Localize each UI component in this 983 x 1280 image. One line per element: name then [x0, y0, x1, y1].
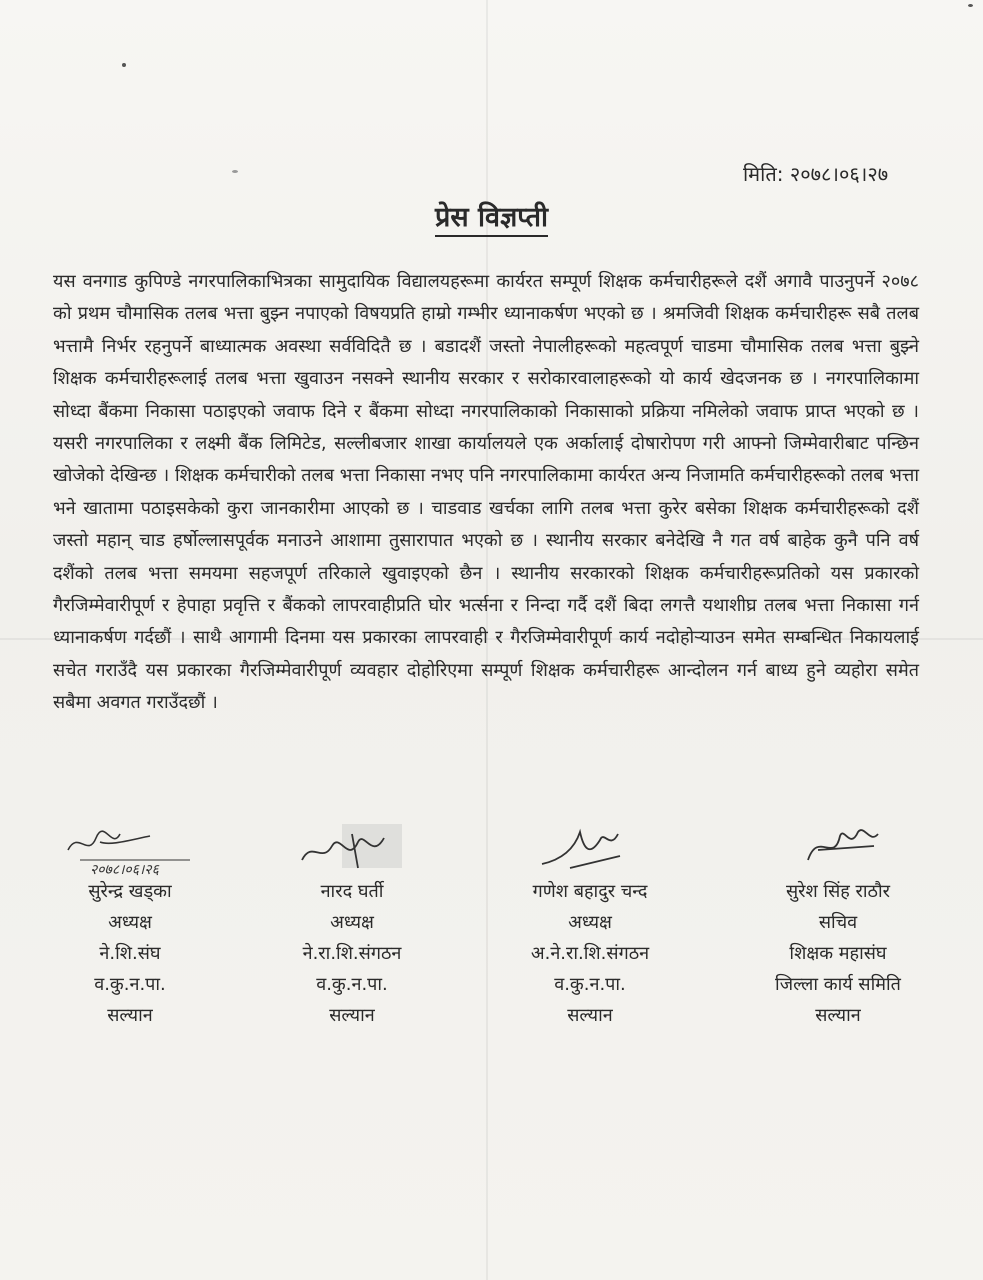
- handwritten-signature-1: [60, 820, 200, 876]
- document-title: [0, 197, 983, 234]
- document-date: मिति: २०७८।०६।२७: [743, 162, 889, 186]
- signatory-role: अध्यक्ष: [330, 912, 374, 933]
- press-release-body: यस वनगाड कुपिण्डे नगरपालिकाभित्रका सामुदायिक विद्यालयहरूमा कार्यरत सम्पूर्ण शिक्षक कर्मचारीहरूले दशैं अगावै पाउनुपर्ने २०७८ को प्रथम चौमासिक तलब भत्ता बुझ्न नपाएको विषयप्रति हाम्रो गम्भीर ध्यानाकर्षण भएको छ । श्रमजिवी शिक्षक कर्मचारीहरू सबै तलब भत्तामै निर्भर रहनुपर्ने बाध्यात्मक अवस्था सर्वविदितै छ । बडादशैं जस्तो नेपालीहरूको महत्वपूर्ण चाडमा चौमासिक तलब भत्ता बुझ्ने शिक्षक कर्मचारीहरूलाई तलब भत्ता खुवाउन नसक्ने स्थानीय सरकार र सरोकारवालाहरूको यो कार्य खेदजनक छ । नगरपालिकामा सोध्दा बैंकमा निकासा पठाइएको जवाफ दिने र बैंकमा सोध्दा नगरपालिकाको निकासाको प्रक्रिया नमिलेको जवाफ प्राप्त भएको छ । यसरी नगरपालिका र लक्ष्मी बैंक लिमिटेड, सल्लीबजार शाखा कार्यालयले एक अर्कालाई दोषारोपण गरी आफ्नो जिम्मेवारीबाट पन्छिन खोजेको देखिन्छ । शिक्षक कर्मचारीको तलब भत्ता निकासा नभए पनि नगरपालिकामा कार्यरत अन्य निजामति कर्मचारीहरूको तलब भत्ता भने खातामा पठाइसकेको कुरा जानकारीमा आएको छ । चाडवाड खर्चका लागि तलब भत्ता कुरेर बसेका शिक्षक कर्मचारीहरूको दशैं जस्तो महान् चाड हर्षोल्लासपूर्वक मनाउने आशामा तुसारापात भएको छ । स्थानीय सरकार बनेदेखि नै गत वर्ष बाहेक कुनै पनि वर्ष दशैंको तलब भत्ता समयमा सहजपूर्ण तरिकाले खुवाइएको छैन । स्थानीय सरकारको शिक्षक कर्मचारीहरूप्रतिको यस प्रकारको गैरजिम्मेवारीपूर्ण र हेपाहा प्रवृत्ति र बैंकको लापरवाहीप्रति घोर भर्त्सना र निन्दा गर्दै दशैं बिदा लगत्तै यथाशीघ्र तलब भत्ता निकासा गर्न ध्यानाकर्षण गर्दछौं । साथै आगामी दिनमा यस प्रकारका लापरवाही र गैरजिम्मेवारीपूर्ण कार्य नदोहोऱ्याउन समेत सम्बन्धित निकायलाई सचेत गराउँदै यस प्रकारका गैरजिम्मेवारीपूर्ण व्यवहार दोहोरिएमा सम्पूर्ण शिक्षक कर्मचारीहरू आन्दोलन गर्न बाध्य हुने व्यहोरा समेत सबैमा अवगत गराउँदछौं ।: [53, 271, 919, 714]
- signatory-block-2: [247, 820, 457, 1031]
- signatory-block-3: [485, 820, 695, 1031]
- signatory-org: अ.ने.रा.शि.संगठन: [530, 943, 650, 964]
- handwritten-signature-4: [778, 820, 898, 876]
- signatory-name: नारद घर्ती: [320, 881, 384, 902]
- signatory-role: अध्यक्ष: [108, 912, 152, 933]
- signatory-place: सल्यान: [329, 1005, 375, 1026]
- handwritten-signature-3: [530, 820, 650, 876]
- signatory-name: सुरेश सिंह राठौर: [785, 881, 891, 902]
- signatory-place: सल्यान: [107, 1005, 153, 1026]
- signatory-block-1: [25, 820, 235, 1031]
- signatory-place: सल्यान: [567, 1005, 613, 1026]
- paper-speck: [232, 170, 238, 173]
- signatory-unit: व.कु.न.पा.: [316, 974, 388, 995]
- signatory-name: गणेश बहादुर चन्द: [532, 881, 648, 902]
- signatory-unit: व.कु.न.पा.: [554, 974, 626, 995]
- signatory-org: ने.शि.संघ: [99, 943, 161, 964]
- paper-speck: [122, 63, 126, 67]
- handwritten-signature-2: [292, 820, 412, 876]
- signatory-org: शिक्षक महासंघ: [789, 943, 887, 964]
- signatory-block-4: [733, 820, 943, 1031]
- signatory-unit: जिल्ला कार्य समिति: [775, 974, 901, 995]
- signatory-place: सल्यान: [815, 1005, 861, 1026]
- signatory-role: अध्यक्ष: [568, 912, 612, 933]
- signature-date-note: २०७८।०६।२६: [90, 862, 159, 876]
- paper-speck: [968, 4, 973, 7]
- signatory-unit: व.कु.न.पा.: [94, 974, 166, 995]
- signatory-role: सचिव: [818, 912, 858, 933]
- document-title-text: प्रेस विज्ञप्ती: [435, 202, 548, 237]
- signatory-name: सुरेन्द्र खड्का: [88, 881, 172, 902]
- signatory-org: ने.रा.शि.संगठन: [302, 943, 402, 964]
